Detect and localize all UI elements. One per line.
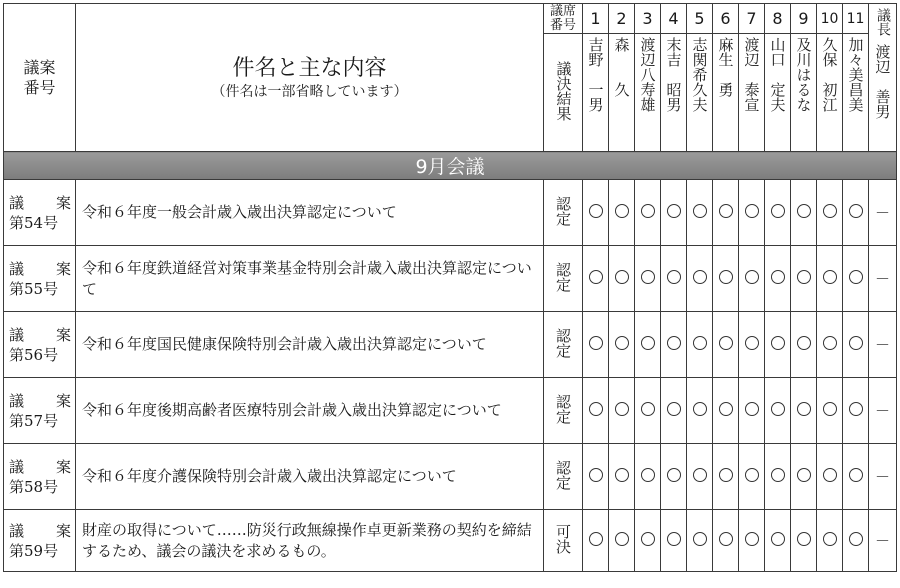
vote-cell-member-8	[765, 246, 791, 312]
member-name-3	[635, 34, 661, 152]
vote-cell-member-9	[791, 246, 817, 312]
title-header	[76, 4, 544, 152]
approve-circle-icon	[719, 204, 733, 218]
vote-cell-member-10	[817, 180, 843, 246]
vote-cell-member-2	[609, 246, 635, 312]
bill-prefix	[9, 193, 75, 213]
bill-result-text: 認定	[554, 327, 572, 358]
bill-title-text: 令和６年度国民健康保険特別会計歳入歳出決算認定について	[82, 335, 487, 353]
approve-circle-icon	[667, 402, 681, 416]
chair-header	[869, 4, 897, 152]
bill-prefix-char: 議	[9, 259, 25, 278]
bill-prefix	[9, 391, 75, 411]
bill-title-text: 令和６年度一般会計歳入歳出決算認定について	[82, 203, 397, 221]
vote-cell-member-1	[583, 510, 609, 572]
vote-cell-member-2	[609, 378, 635, 444]
approve-circle-icon	[771, 468, 785, 482]
bill-title-cell	[76, 246, 544, 312]
bill-title-text: 令和６年度後期高齢者医療特別会計歳入歳出決算認定について	[82, 401, 502, 419]
seat-number-2: 2	[609, 4, 635, 34]
vote-cell-member-1	[583, 378, 609, 444]
approve-circle-icon	[745, 402, 759, 416]
bill-number-text: 第59号	[9, 541, 59, 560]
bill-prefix-char: 議	[9, 391, 25, 410]
vote-cell-member-5	[687, 180, 713, 246]
vote-cell-member-5	[687, 246, 713, 312]
approve-circle-icon	[615, 336, 629, 350]
bill-row	[4, 312, 897, 378]
approve-circle-icon	[589, 402, 603, 416]
approve-circle-icon	[693, 270, 707, 284]
vote-cell-member-11	[843, 378, 869, 444]
bill-number-text: 第58号	[9, 477, 59, 496]
bill-number-label: 議案 番号	[23, 57, 56, 97]
vote-cell-member-6	[713, 510, 739, 572]
vote-results-table	[3, 3, 897, 572]
bill-result-text: 認定	[554, 261, 572, 292]
vote-cell-member-4	[661, 246, 687, 312]
member-name-2	[609, 34, 635, 152]
approve-circle-icon	[719, 402, 733, 416]
member-name-5	[687, 34, 713, 152]
vote-cell-member-6	[713, 378, 739, 444]
vote-cell-member-10	[817, 444, 843, 510]
bill-row	[4, 444, 897, 510]
bill-number-cell	[4, 378, 76, 444]
approve-circle-icon	[823, 336, 837, 350]
vote-cell-member-7	[739, 312, 765, 378]
vote-cell-member-3	[635, 378, 661, 444]
vote-cell-member-5	[687, 312, 713, 378]
vote-cell-member-2	[609, 444, 635, 510]
vote-cell-chair	[869, 246, 897, 312]
vote-cell-member-4	[661, 180, 687, 246]
approve-circle-icon	[589, 204, 603, 218]
approve-circle-icon	[641, 204, 655, 218]
vote-cell-member-4	[661, 312, 687, 378]
vote-cell-member-9	[791, 312, 817, 378]
approve-circle-icon	[667, 204, 681, 218]
vote-cell-member-11	[843, 180, 869, 246]
bill-number-text: 第56号	[9, 345, 59, 364]
bill-number-cell	[4, 444, 76, 510]
member-name-7-text: 渡辺 泰宣	[742, 37, 761, 112]
member-name-4	[661, 34, 687, 152]
approve-circle-icon	[797, 468, 811, 482]
approve-circle-icon	[823, 402, 837, 416]
bill-prefix-char: 案	[55, 325, 71, 344]
approve-circle-icon	[719, 336, 733, 350]
vote-cell-member-4	[661, 378, 687, 444]
bill-result-text: 認定	[554, 195, 572, 226]
approve-circle-icon	[589, 336, 603, 350]
approve-circle-icon	[797, 402, 811, 416]
member-name-9	[791, 34, 817, 152]
vote-cell-member-1	[583, 444, 609, 510]
member-name-9-text: 及川はるな	[794, 37, 813, 112]
bill-prefix-char: 議	[9, 457, 25, 476]
bill-result-text: 可決	[554, 523, 572, 554]
bill-result-cell	[544, 246, 583, 312]
member-name-2-text: 森 久	[612, 37, 631, 97]
vote-cell-member-11	[843, 444, 869, 510]
bill-result-cell	[544, 444, 583, 510]
vote-cell-member-4	[661, 444, 687, 510]
vote-cell-member-1	[583, 246, 609, 312]
bill-title-cell	[76, 312, 544, 378]
approve-circle-icon	[849, 204, 863, 218]
chair-name: 渡辺 善男	[873, 44, 892, 119]
approve-circle-icon	[667, 270, 681, 284]
vote-cell-member-5	[687, 510, 713, 572]
approve-circle-icon	[719, 532, 733, 546]
approve-circle-icon	[823, 468, 837, 482]
seat-number-8: 8	[765, 4, 791, 34]
approve-circle-icon	[615, 270, 629, 284]
vote-cell-member-3	[635, 510, 661, 572]
approve-circle-icon	[797, 270, 811, 284]
approve-circle-icon	[615, 204, 629, 218]
vote-cell-member-9	[791, 378, 817, 444]
seat-number-3: 3	[635, 4, 661, 34]
bill-prefix-char: 案	[55, 457, 71, 476]
member-name-11-text: 加々美昌美	[846, 37, 865, 112]
vote-cell-member-7	[739, 444, 765, 510]
bill-result-text: 認定	[554, 459, 572, 490]
member-name-11	[843, 34, 869, 152]
vote-cell-member-3	[635, 180, 661, 246]
bill-number-cell	[4, 510, 76, 572]
approve-circle-icon	[823, 204, 837, 218]
approve-circle-icon	[849, 270, 863, 284]
vote-cell-member-11	[843, 510, 869, 572]
approve-circle-icon	[745, 532, 759, 546]
vote-cell-chair	[869, 180, 897, 246]
member-name-10	[817, 34, 843, 152]
bill-prefix	[9, 457, 75, 477]
approve-circle-icon	[849, 336, 863, 350]
vote-cell-member-3	[635, 246, 661, 312]
vote-cell-member-1	[583, 180, 609, 246]
vote-cell-member-3	[635, 312, 661, 378]
result-header	[544, 34, 583, 152]
bill-title-text: 令和６年度鉄道経営対策事業基金特別会計歳入歳出決算認定について	[82, 258, 532, 298]
vote-cell-member-10	[817, 378, 843, 444]
approve-circle-icon	[641, 402, 655, 416]
vote-cell-member-7	[739, 378, 765, 444]
approve-circle-icon	[719, 468, 733, 482]
chair-no-vote-dash: －	[874, 468, 890, 486]
approve-circle-icon	[589, 270, 603, 284]
bill-result-cell	[544, 180, 583, 246]
section-title: 9月会議	[4, 152, 897, 180]
member-name-6-text: 麻生 勇	[716, 37, 735, 97]
seat-number-5: 5	[687, 4, 713, 34]
bill-number-cell	[4, 246, 76, 312]
vote-cell-member-8	[765, 510, 791, 572]
vote-cell-chair	[869, 510, 897, 572]
approve-circle-icon	[745, 468, 759, 482]
approve-circle-icon	[641, 270, 655, 284]
bill-number-cell	[4, 180, 76, 246]
vote-cell-member-6	[713, 246, 739, 312]
vote-cell-member-9	[791, 180, 817, 246]
bill-prefix-char: 議	[9, 193, 25, 212]
approve-circle-icon	[693, 204, 707, 218]
bill-title-text: 財産の取得について	[82, 520, 217, 539]
approve-circle-icon	[693, 532, 707, 546]
approve-circle-icon	[823, 532, 837, 546]
approve-circle-icon	[771, 204, 785, 218]
member-name-7	[739, 34, 765, 152]
member-name-6	[713, 34, 739, 152]
member-name-1-text: 吉野 一男	[586, 37, 605, 112]
bill-prefix	[9, 521, 75, 541]
bill-prefix-char: 案	[55, 193, 71, 212]
approve-circle-icon	[693, 468, 707, 482]
seat-number-6: 6	[713, 4, 739, 34]
vote-cell-member-7	[739, 510, 765, 572]
vote-cell-member-8	[765, 312, 791, 378]
bill-title-cell	[76, 510, 544, 572]
approve-circle-icon	[849, 532, 863, 546]
member-name-10-text: 久保 初江	[820, 37, 839, 112]
bill-number-header	[4, 4, 76, 152]
approve-circle-icon	[771, 270, 785, 284]
bill-description-text: ……防災行政無線操作卓更新業務の契約を締結するため、議会の議決を求めるもの。	[82, 520, 532, 560]
vote-cell-member-10	[817, 246, 843, 312]
bill-number-text: 第55号	[9, 279, 59, 298]
vote-cell-member-10	[817, 510, 843, 572]
bill-row	[4, 510, 897, 572]
bill-result-cell	[544, 312, 583, 378]
approve-circle-icon	[615, 402, 629, 416]
approve-circle-icon	[823, 270, 837, 284]
approve-circle-icon	[771, 532, 785, 546]
seat-number-9: 9	[791, 4, 817, 34]
vote-cell-member-2	[609, 312, 635, 378]
bill-row	[4, 180, 897, 246]
seat-number-label: 議席 番号	[549, 3, 576, 33]
approve-circle-icon	[797, 532, 811, 546]
bill-prefix-char: 案	[55, 521, 71, 540]
approve-circle-icon	[719, 270, 733, 284]
member-name-1	[583, 34, 609, 152]
chair-no-vote-dash: －	[874, 402, 890, 420]
title-sub-label: （件名は一部省略しています）	[211, 83, 408, 100]
bill-prefix-char: 議	[9, 325, 25, 344]
approve-circle-icon	[615, 532, 629, 546]
chair-no-vote-dash: －	[874, 270, 890, 288]
section-row	[4, 152, 897, 180]
approve-circle-icon	[797, 204, 811, 218]
vote-cell-member-1	[583, 312, 609, 378]
vote-cell-member-2	[609, 180, 635, 246]
bill-prefix-char: 議	[9, 521, 25, 540]
seat-number-11: 11	[843, 4, 869, 34]
approve-circle-icon	[797, 336, 811, 350]
approve-circle-icon	[693, 402, 707, 416]
approve-circle-icon	[849, 402, 863, 416]
bill-title-cell	[76, 444, 544, 510]
member-name-4-text: 末吉 昭男	[664, 37, 683, 112]
vote-cell-chair	[869, 378, 897, 444]
bill-prefix	[9, 259, 75, 279]
approve-circle-icon	[849, 468, 863, 482]
approve-circle-icon	[745, 270, 759, 284]
bill-prefix-char: 案	[55, 391, 71, 410]
vote-cell-chair	[869, 444, 897, 510]
vote-cell-member-3	[635, 444, 661, 510]
member-name-8	[765, 34, 791, 152]
vote-cell-member-11	[843, 312, 869, 378]
vote-cell-chair	[869, 312, 897, 378]
seat-number-7: 7	[739, 4, 765, 34]
vote-cell-member-10	[817, 312, 843, 378]
bill-row	[4, 378, 897, 444]
chair-no-vote-dash: －	[874, 336, 890, 354]
vote-cell-member-9	[791, 510, 817, 572]
chair-label: 議長	[875, 8, 891, 36]
bill-number-text: 第54号	[9, 213, 59, 232]
bill-title-text: 令和６年度介護保険特別会計歳入歳出決算認定について	[82, 467, 457, 485]
bill-title-cell	[76, 378, 544, 444]
chair-no-vote-dash: －	[874, 204, 890, 222]
approve-circle-icon	[667, 532, 681, 546]
bill-result-text: 認定	[554, 393, 572, 424]
approve-circle-icon	[589, 468, 603, 482]
approve-circle-icon	[641, 468, 655, 482]
approve-circle-icon	[745, 204, 759, 218]
vote-cell-member-7	[739, 180, 765, 246]
title-main-label: 件名と主な内容	[232, 55, 387, 81]
approve-circle-icon	[745, 336, 759, 350]
vote-cell-member-6	[713, 312, 739, 378]
vote-cell-member-8	[765, 180, 791, 246]
seat-number-4: 4	[661, 4, 687, 34]
vote-cell-member-6	[713, 180, 739, 246]
bill-number-text: 第57号	[9, 411, 59, 430]
result-label: 議決結果	[554, 60, 573, 121]
bill-title-cell	[76, 180, 544, 246]
approve-circle-icon	[641, 336, 655, 350]
member-name-3-text: 渡辺八寿雄	[638, 37, 657, 112]
vote-cell-member-4	[661, 510, 687, 572]
member-name-5-text: 志関希久夫	[690, 37, 709, 112]
approve-circle-icon	[693, 336, 707, 350]
bill-number-cell	[4, 312, 76, 378]
approve-circle-icon	[771, 336, 785, 350]
chair-no-vote-dash: －	[874, 532, 890, 550]
bill-prefix	[9, 325, 75, 345]
vote-cell-member-8	[765, 378, 791, 444]
bill-result-cell	[544, 378, 583, 444]
approve-circle-icon	[667, 336, 681, 350]
approve-circle-icon	[641, 532, 655, 546]
seat-number-header	[544, 4, 583, 34]
seat-number-10: 10	[817, 4, 843, 34]
member-name-8-text: 山口 定夫	[768, 37, 787, 112]
vote-cell-member-5	[687, 378, 713, 444]
vote-cell-member-6	[713, 444, 739, 510]
header-row-seat	[4, 4, 897, 34]
vote-cell-member-5	[687, 444, 713, 510]
vote-cell-member-11	[843, 246, 869, 312]
approve-circle-icon	[667, 468, 681, 482]
bill-result-cell	[544, 510, 583, 572]
approve-circle-icon	[589, 532, 603, 546]
vote-cell-member-8	[765, 444, 791, 510]
vote-cell-member-2	[609, 510, 635, 572]
approve-circle-icon	[771, 402, 785, 416]
vote-cell-member-7	[739, 246, 765, 312]
seat-number-1: 1	[583, 4, 609, 34]
vote-cell-member-9	[791, 444, 817, 510]
approve-circle-icon	[615, 468, 629, 482]
bill-prefix-char: 案	[55, 259, 71, 278]
bill-row	[4, 246, 897, 312]
